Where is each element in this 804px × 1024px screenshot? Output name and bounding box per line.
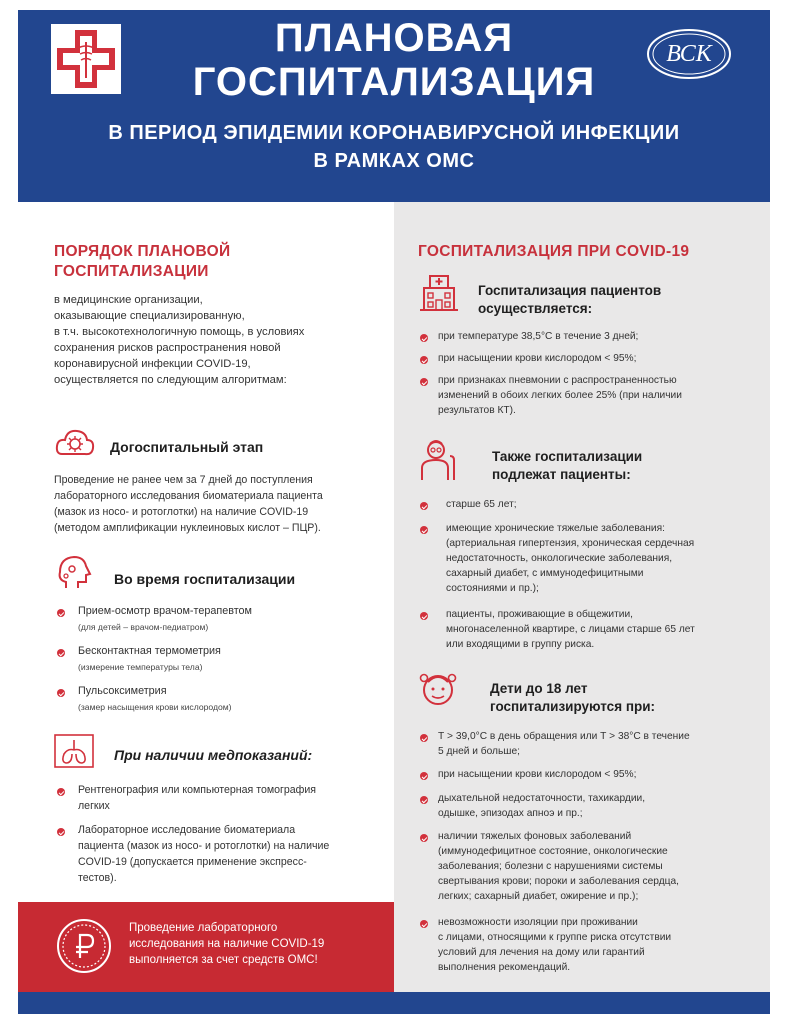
- subtitle-line-1: В ПЕРИОД ЭПИДЕМИИ КОРОНАВИРУСНОЙ ИНФЕКЦИИ: [108, 122, 680, 144]
- oms-notice-text: [129, 920, 379, 968]
- also-item-line: пациенты, проживающие в общежитии,: [446, 609, 634, 620]
- bullet-check-icon: [420, 920, 428, 928]
- during-item-note: (для детей – врачом-педиатром): [78, 622, 209, 632]
- intro-line: сохранения рисков распространения новой: [54, 342, 281, 354]
- elderly-person-icon: [418, 438, 460, 482]
- bullet-check-icon: [57, 788, 65, 796]
- prehospital-line: лабораторного исследования биоматериала пациента: [54, 490, 323, 502]
- bullet-check-icon: [420, 334, 428, 342]
- left-heading-line-1: ПОРЯДОК ПЛАНОВОЙ: [54, 243, 231, 260]
- patients-item-line: при признаках пневмонии с распространенностью: [438, 375, 677, 386]
- prehospital-line: (методом амплификации нуклеиновых кислот – ПЦР).: [54, 522, 321, 534]
- bullet-check-icon: [420, 526, 428, 534]
- children-item-line: (иммунодефицитное состояние, онкологические: [438, 846, 668, 857]
- indication-line: COVID-19 (допускается применение экспресс-: [78, 856, 307, 868]
- title-line-1: ПЛАНОВАЯ: [274, 16, 514, 60]
- patients-item-line: при температуре 38,5°С в течение 3 дней;: [438, 331, 639, 342]
- indication-line: пациента (мазок из носо- и ротоглотки) на наличие: [78, 840, 330, 852]
- bullet-check-icon: [57, 689, 65, 697]
- also-title-line-1: Также госпитализации: [492, 449, 643, 464]
- prehospital-line: (мазок из носо- и ротоглотки) на наличие COVID-19: [54, 506, 309, 518]
- also-item-line: недостаточность, онкологические заболевания,: [446, 553, 673, 564]
- right-heading: ГОСПИТАЛИЗАЦИЯ ПРИ COVID-19: [418, 243, 690, 260]
- during-title: Во время госпитализации: [114, 571, 296, 587]
- virus-cloud-icon: [54, 424, 96, 462]
- children-item-line: выполнения рекомендаций.: [438, 962, 571, 973]
- bullet-check-icon: [420, 502, 428, 510]
- head-profile-virus-icon: [54, 552, 94, 592]
- children-item-line: наличии тяжелых фоновых заболеваний: [438, 831, 632, 842]
- children-item-line: с лицами, относящими к группе риска отсутствии: [438, 932, 672, 943]
- bullet-check-icon: [57, 828, 65, 836]
- intro-line: в медицинские организации,: [54, 294, 203, 306]
- children-item-line: одышке, эпизодах апноэ и пр.;: [438, 808, 583, 819]
- oms-notice-line: исследования на наличие COVID-19: [129, 938, 325, 950]
- header: [18, 10, 770, 202]
- prehospital-line: Проведение не ранее чем за 7 дней до поступления: [54, 474, 313, 486]
- children-item-line: 5 дней и больше;: [438, 746, 520, 757]
- intro-line: оказывающие специализированную,: [54, 310, 245, 322]
- also-item-line: состояниями и пр.);: [446, 583, 539, 594]
- indication-line: Лабораторное исследование биоматериала: [78, 824, 296, 836]
- oms-notice-box: [18, 902, 394, 992]
- patients-item-line: изменений в обоих легких более 25% (при наличии: [438, 390, 682, 401]
- oms-notice-line: Проведение лабораторного: [129, 922, 278, 934]
- bullet-check-icon: [420, 612, 428, 620]
- bullet-check-icon: [420, 772, 428, 780]
- title-line-2: ГОСПИТАЛИЗАЦИЯ: [192, 60, 596, 104]
- left-column: [18, 202, 394, 902]
- patients-title-line-1: Госпитализация пациентов: [478, 283, 662, 298]
- footer-bar: [18, 992, 770, 1014]
- lungs-icon: [54, 734, 94, 768]
- indication-line: легких: [78, 800, 110, 812]
- also-item-line: или входящими в группу риска.: [446, 639, 595, 650]
- ruble-coin-icon: [56, 918, 112, 974]
- prehospital-title: Догоспитальный этап: [110, 439, 264, 455]
- bullet-check-icon: [420, 734, 428, 742]
- bullet-check-icon: [57, 609, 65, 617]
- during-item-note: (замер насыщения крови кислородом): [78, 702, 232, 712]
- children-item-line: при насыщении крови кислородом < 95%;: [438, 769, 637, 780]
- oms-notice-line: выполняется за счет средств ОМС!: [129, 954, 318, 966]
- children-item-line: невозможности изоляции при проживании: [438, 917, 638, 928]
- hospital-building-icon: [418, 272, 460, 312]
- indication-line: Рентгенография или компьютерная томография: [78, 784, 317, 796]
- during-item-note: (измерение температуры тела): [78, 662, 203, 672]
- during-item-main: Бесконтактная термометрия: [78, 645, 221, 657]
- intro-line: в т.ч. высокотехнологичную помощь, в условиях: [54, 326, 305, 338]
- bullet-check-icon: [420, 378, 428, 386]
- right-column: [394, 202, 770, 992]
- children-item-line: легких; сахарный диабет, ожирение и пр.);: [438, 891, 639, 902]
- also-item-line: многонаселенной квартире, с лицами старше 65 лет: [446, 624, 695, 635]
- left-heading-line-2: ГОСПИТАЛИЗАЦИИ: [54, 263, 209, 280]
- child-face-icon: [418, 668, 458, 708]
- also-item-line: сахарный диабет, с иммунодефицитными: [446, 568, 644, 579]
- intro-line: коронавирусной инфекции COVID-19,: [54, 358, 251, 370]
- poster: [18, 10, 770, 1014]
- children-item-line: Т > 39,0°С в день обращения или Т > 38°С в течение: [438, 731, 690, 742]
- bullet-check-icon: [57, 649, 65, 657]
- indication-line: тестов).: [78, 872, 117, 884]
- patients-item-line: при насыщении крови кислородом < 95%;: [438, 353, 637, 364]
- children-title-line-2: госпитализируются при:: [490, 699, 656, 714]
- patients-title-line-2: осуществляется:: [478, 301, 593, 316]
- children-item-line: дыхательной недостаточности, тахикардии,: [438, 793, 646, 804]
- patients-item-line: результатов КТ).: [438, 405, 516, 416]
- during-item-main: Прием-осмотр врачом-терапевтом: [78, 605, 252, 617]
- intro-line: осуществляется по следующим алгоритмам:: [54, 374, 287, 386]
- subtitle-line-2: В РАМКАХ ОМС: [313, 150, 475, 172]
- vsk-logo-text: ВСК: [666, 41, 712, 67]
- bullet-check-icon: [420, 834, 428, 842]
- bullet-check-icon: [420, 356, 428, 364]
- indications-title: При наличии медпоказаний:: [114, 747, 313, 763]
- children-item-line: условий для лечения на дому или гарантий: [438, 947, 645, 958]
- children-title-line-1: Дети до 18 лет: [490, 681, 588, 696]
- during-item-main: Пульсоксиметрия: [78, 685, 167, 697]
- bullet-check-icon: [420, 796, 428, 804]
- children-item-line: заболевания; болезни с нарушениями системы: [438, 861, 663, 872]
- children-item-line: свертывания крови; пороки и заболевания сердца,: [438, 876, 679, 887]
- also-item-line: старше 65 лет;: [446, 499, 517, 510]
- vsk-logo: [646, 28, 732, 80]
- also-item-line: (артериальная гипертензия, хроническая сердечная: [446, 538, 695, 549]
- also-title-line-2: подлежат пациенты:: [492, 467, 631, 482]
- also-item-line: имеющие хронические тяжелые заболевания:: [446, 523, 665, 534]
